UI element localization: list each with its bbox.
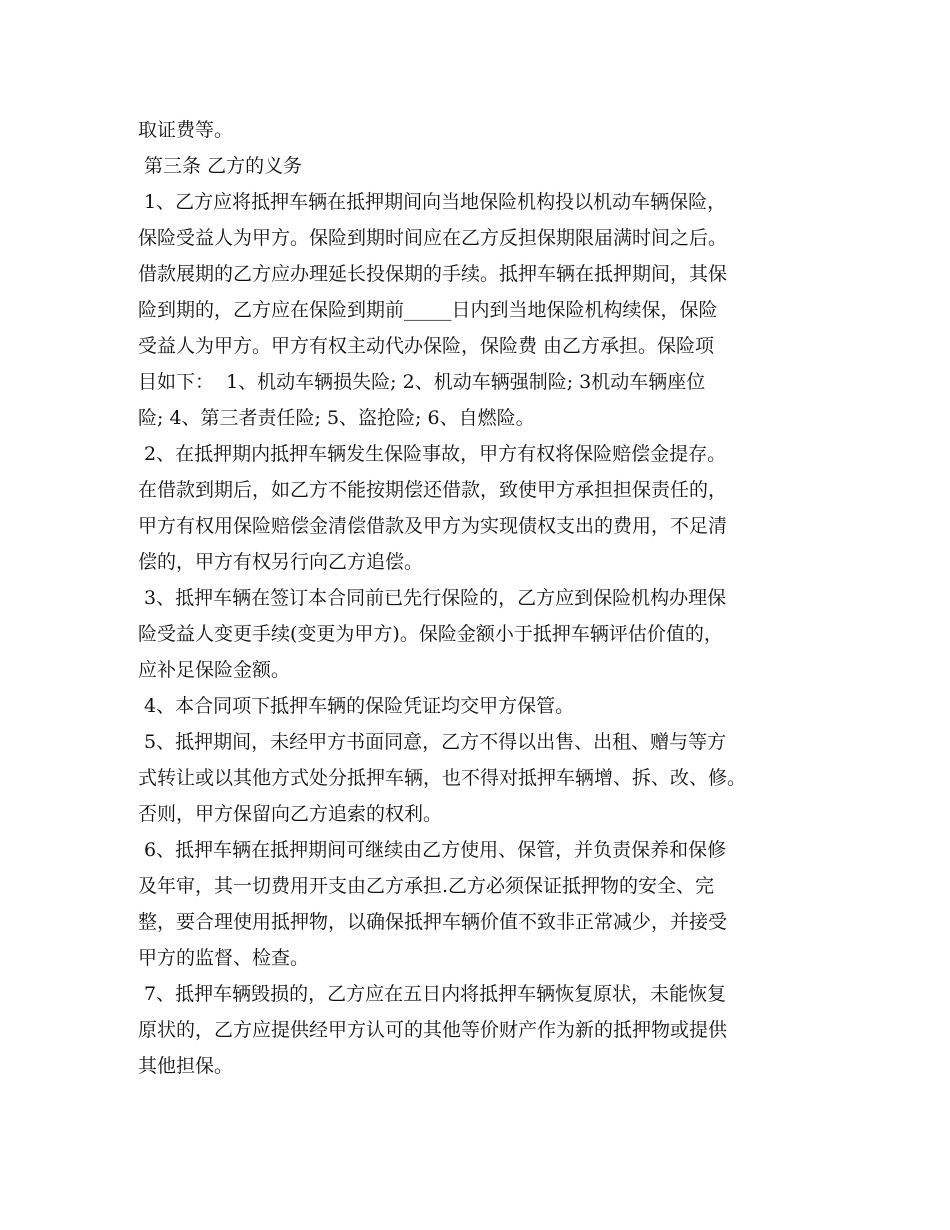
text-line: 式转让或以其他方式处分抵押车辆，也不得对抵押车辆增、拆、改、修。 [138,767,747,789]
text-line: 7、抵押车辆毁损的，乙方应在五日内将抵押车辆恢复原状，未能恢复 [138,983,727,1005]
document-body [138,112,838,1084]
text-line: 偿的，甲方有权另行向乙方追偿。 [138,551,424,573]
text-line: 4、本合同项下抵押车辆的保险凭证均交甲方保管。 [138,695,575,717]
text-line: 整，要合理使用抵押物，以确保抵押车辆价值不致非正常减少，并接受 [138,911,728,933]
text-line: 险受益人变更手续(变更为甲方)。保险金额小于抵押车辆评估价值的， [138,623,723,645]
text-line: 3、抵押车辆在签订本合同前已先行保险的，乙方应到保险机构办理保 [138,587,727,609]
text-line: 否则，甲方保留向乙方追索的权利。 [138,803,443,825]
section-heading: 第三条 乙方的义务 [138,155,303,177]
text-line: 2、在抵押期内抵押车辆发生保险事故，甲方有权将保险赔偿金提存。 [138,443,727,465]
text-line: 取证费等。 [138,119,234,141]
text-line: 险到期的，乙方应在保险到期前_____日内到当地保险机构续保，保险 [138,299,718,321]
text-line: 在借款到期后，如乙方不能按期偿还借款，致使甲方承担担保责任的， [138,479,728,501]
text-line: 甲方的监督、检查。 [138,947,310,969]
text-line: 目如下： 1、机动车辆损失险; 2、机动车辆强制险; 3机动车辆座位 [138,371,706,393]
text-line: 借款展期的乙方应办理延长投保期的手续。抵押车辆在抵押期间，其保 [138,263,728,285]
text-line: 6、抵押车辆在抵押期间可继续由乙方使用、保管，并负责保养和保修 [138,839,727,861]
text-line: 应补足保险金额。 [138,659,291,681]
text-line: 原状的，乙方应提供经甲方认可的其他等价财产作为新的抵押物或提供 [138,1019,728,1041]
text-line: 其他担保。 [138,1055,234,1077]
text-line: 1、乙方应将抵押车辆在抵押期间向当地保险机构投以机动车辆保险， [138,191,727,213]
text-line: 险; 4、第三者责任险; 5、盗抢险; 6、自燃险。 [138,407,535,429]
text-line: 甲方有权用保险赔偿金清偿借款及甲方为实现债权支出的费用，不足清 [138,515,728,537]
text-line: 5、抵押期间，未经甲方书面同意，乙方不得以出售、出租、赠与等方 [138,731,727,753]
text-line: 受益人为甲方。甲方有权主动代办保险，保险费 由乙方承担。保险项 [138,335,715,357]
text-line: 保险受益人为甲方。保险到期时间应在乙方反担保期限届满时间之后。 [138,227,728,249]
text-line: 及年审，其一切费用开支由乙方承担.乙方必须保证抵押物的安全、完 [138,875,715,897]
